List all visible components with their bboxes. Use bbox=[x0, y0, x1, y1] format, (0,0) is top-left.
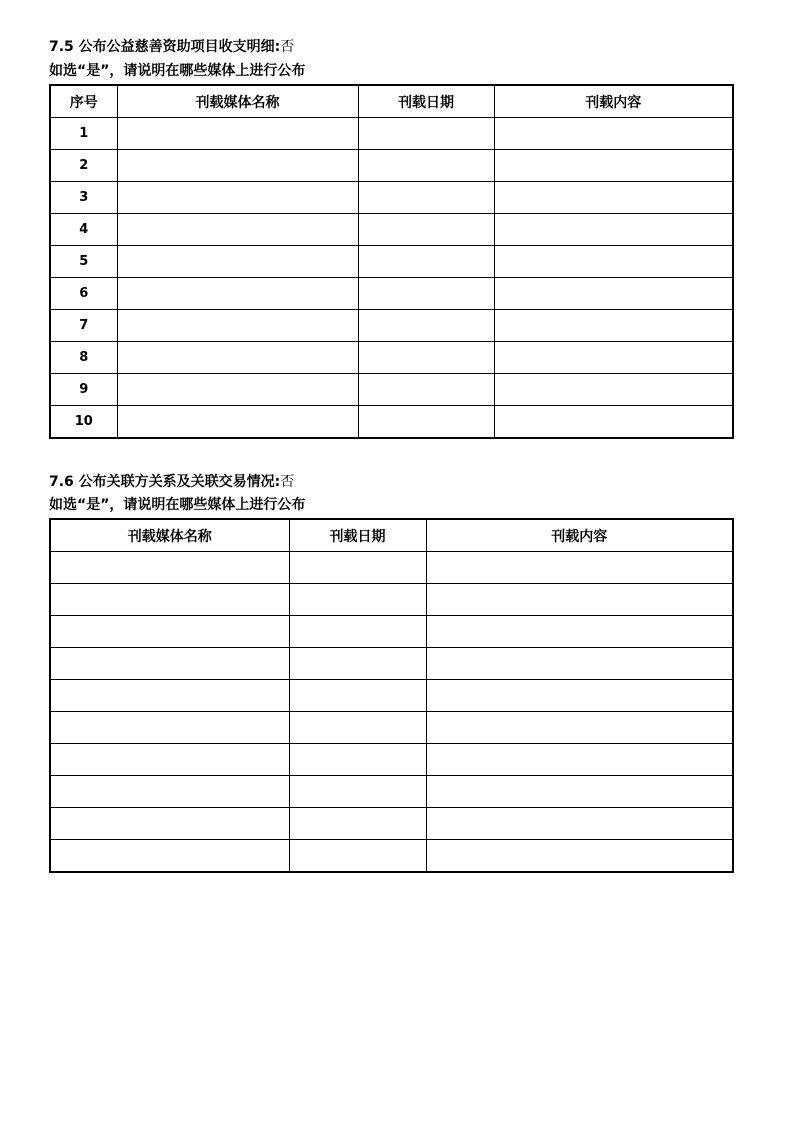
content-cell[interactable] bbox=[426, 616, 733, 648]
content-cell[interactable] bbox=[494, 214, 733, 246]
date-cell[interactable] bbox=[358, 278, 494, 310]
table-row bbox=[50, 840, 733, 873]
media-name-cell[interactable] bbox=[117, 406, 358, 439]
table-row bbox=[50, 342, 733, 374]
table-row bbox=[50, 118, 733, 150]
media-publication-table-7-5 bbox=[49, 84, 734, 439]
table-row bbox=[50, 680, 733, 712]
col-header-date: 刊载日期 bbox=[289, 519, 426, 552]
col-header-content: 刊载内容 bbox=[494, 85, 733, 118]
date-cell[interactable] bbox=[289, 744, 426, 776]
date-cell[interactable] bbox=[358, 182, 494, 214]
date-cell[interactable] bbox=[358, 342, 494, 374]
content-cell[interactable] bbox=[494, 246, 733, 278]
content-cell[interactable] bbox=[426, 584, 733, 616]
table-row bbox=[50, 374, 733, 406]
table-row bbox=[50, 246, 733, 278]
section-7-6-heading bbox=[49, 473, 294, 491]
content-cell[interactable] bbox=[494, 150, 733, 182]
media-name-cell[interactable] bbox=[50, 680, 289, 712]
content-cell[interactable] bbox=[494, 278, 733, 310]
section-7-5-label: 7.5 公布公益慈善资助项目收支明细: bbox=[49, 39, 281, 55]
date-cell[interactable] bbox=[289, 648, 426, 680]
media-name-cell[interactable] bbox=[50, 744, 289, 776]
section-7-5-instruction: 如选“是”，请说明在哪些媒体上进行公布 bbox=[49, 63, 306, 79]
table-row bbox=[50, 616, 733, 648]
section-7-6-answer: 否 bbox=[280, 474, 295, 490]
row-number: 3 bbox=[50, 182, 117, 214]
col-header-content: 刊载内容 bbox=[426, 519, 733, 552]
date-cell[interactable] bbox=[289, 552, 426, 584]
row-number: 6 bbox=[50, 278, 117, 310]
media-publication-table-7-6 bbox=[49, 518, 734, 873]
row-number: 9 bbox=[50, 374, 117, 406]
date-cell[interactable] bbox=[358, 310, 494, 342]
media-name-cell[interactable] bbox=[50, 616, 289, 648]
table-row bbox=[50, 776, 733, 808]
table-row bbox=[50, 744, 733, 776]
content-cell[interactable] bbox=[426, 808, 733, 840]
content-cell[interactable] bbox=[426, 712, 733, 744]
table-row bbox=[50, 808, 733, 840]
date-cell[interactable] bbox=[289, 584, 426, 616]
table-row bbox=[50, 552, 733, 584]
row-number: 1 bbox=[50, 118, 117, 150]
content-cell[interactable] bbox=[494, 310, 733, 342]
media-name-cell[interactable] bbox=[117, 374, 358, 406]
media-name-cell[interactable] bbox=[117, 342, 358, 374]
content-cell[interactable] bbox=[426, 744, 733, 776]
row-number: 4 bbox=[50, 214, 117, 246]
content-cell[interactable] bbox=[426, 840, 733, 873]
date-cell[interactable] bbox=[358, 246, 494, 278]
content-cell[interactable] bbox=[494, 374, 733, 406]
media-name-cell[interactable] bbox=[50, 840, 289, 873]
table-row bbox=[50, 278, 733, 310]
date-cell[interactable] bbox=[289, 808, 426, 840]
table-row bbox=[50, 406, 733, 439]
content-cell[interactable] bbox=[426, 648, 733, 680]
media-name-cell[interactable] bbox=[117, 278, 358, 310]
media-name-cell[interactable] bbox=[50, 648, 289, 680]
table-row bbox=[50, 214, 733, 246]
content-cell[interactable] bbox=[494, 406, 733, 439]
media-name-cell[interactable] bbox=[117, 118, 358, 150]
col-header-media-name: 刊载媒体名称 bbox=[117, 85, 358, 118]
table-row bbox=[50, 310, 733, 342]
content-cell[interactable] bbox=[494, 342, 733, 374]
date-cell[interactable] bbox=[358, 406, 494, 439]
date-cell[interactable] bbox=[289, 776, 426, 808]
media-name-cell[interactable] bbox=[50, 712, 289, 744]
table-row bbox=[50, 182, 733, 214]
date-cell[interactable] bbox=[289, 840, 426, 873]
col-header-seq: 序号 bbox=[50, 85, 117, 118]
date-cell[interactable] bbox=[358, 118, 494, 150]
table-header-row bbox=[50, 85, 733, 118]
content-cell[interactable] bbox=[426, 776, 733, 808]
table-header-row bbox=[50, 519, 733, 552]
media-name-cell[interactable] bbox=[117, 310, 358, 342]
table-row bbox=[50, 648, 733, 680]
date-cell[interactable] bbox=[358, 374, 494, 406]
date-cell[interactable] bbox=[289, 616, 426, 648]
date-cell[interactable] bbox=[289, 680, 426, 712]
table-row bbox=[50, 712, 733, 744]
media-name-cell[interactable] bbox=[50, 552, 289, 584]
media-name-cell[interactable] bbox=[50, 776, 289, 808]
media-name-cell[interactable] bbox=[117, 246, 358, 278]
col-header-date: 刊载日期 bbox=[358, 85, 494, 118]
row-number: 8 bbox=[50, 342, 117, 374]
date-cell[interactable] bbox=[358, 150, 494, 182]
section-7-5-answer: 否 bbox=[280, 39, 295, 55]
section-7-6-label: 7.6 公布关联方关系及关联交易情况: bbox=[49, 474, 281, 490]
media-name-cell[interactable] bbox=[50, 808, 289, 840]
row-number: 5 bbox=[50, 246, 117, 278]
section-7-6-instruction: 如选“是”，请说明在哪些媒体上进行公布 bbox=[49, 497, 306, 513]
col-header-media-name: 刊载媒体名称 bbox=[50, 519, 289, 552]
section-7-5-heading bbox=[49, 38, 294, 56]
media-name-cell[interactable] bbox=[117, 214, 358, 246]
media-name-cell[interactable] bbox=[117, 150, 358, 182]
content-cell[interactable] bbox=[494, 182, 733, 214]
table-row bbox=[50, 150, 733, 182]
content-cell[interactable] bbox=[426, 680, 733, 712]
media-name-cell[interactable] bbox=[117, 182, 358, 214]
content-cell[interactable] bbox=[426, 552, 733, 584]
media-name-cell[interactable] bbox=[50, 584, 289, 616]
date-cell[interactable] bbox=[289, 712, 426, 744]
date-cell[interactable] bbox=[358, 214, 494, 246]
row-number: 10 bbox=[50, 406, 117, 439]
table-row bbox=[50, 584, 733, 616]
row-number: 2 bbox=[50, 150, 117, 182]
content-cell[interactable] bbox=[494, 118, 733, 150]
row-number: 7 bbox=[50, 310, 117, 342]
